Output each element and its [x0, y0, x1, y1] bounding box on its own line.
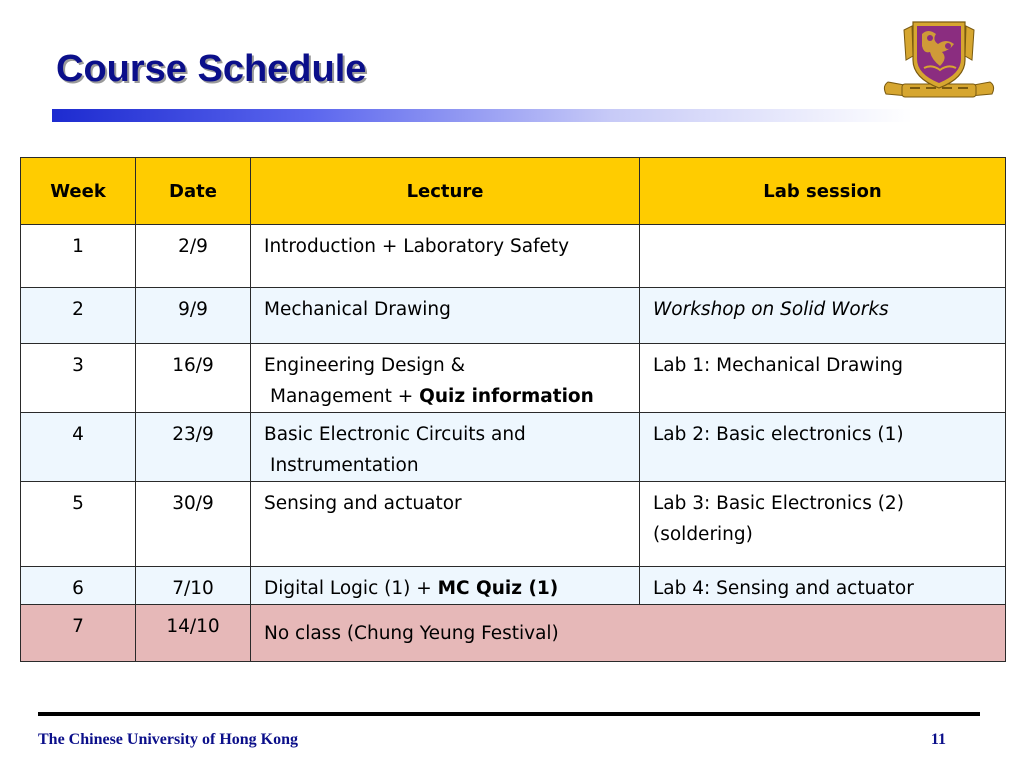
date-cell: 23/9 [136, 413, 251, 482]
table-header-row [21, 158, 1006, 225]
lab-cell [640, 288, 1006, 344]
week-cell: 3 [21, 344, 136, 413]
title-underline [52, 109, 912, 122]
lecture-line-1: Basic Electronic Circuits and [264, 424, 526, 445]
footer-institution: The Chinese University of Hong Kong [38, 731, 299, 748]
week-cell: 4 [21, 413, 136, 482]
lab-text: Workshop on Solid Works [653, 299, 889, 320]
date-cell: 9/9 [136, 288, 251, 344]
lecture-text: Digital Logic (1) + [264, 578, 438, 599]
no-class-cell: No class (Chung Yeung Festival) [251, 605, 1006, 662]
header-lecture: Lecture [251, 158, 640, 225]
table-row [21, 225, 1006, 288]
table-row [21, 567, 1006, 605]
lecture-cell: Introduction + Laboratory Safety [251, 225, 640, 288]
table-row [21, 413, 1006, 482]
table-row [21, 605, 1006, 662]
table-row [21, 288, 1006, 344]
lecture-bold-text: MC Quiz (1) [437, 578, 559, 599]
slide-title: Course Schedule [56, 48, 367, 90]
date-cell: 2/9 [136, 225, 251, 288]
lab-line-1: Lab 3: Basic Electronics (2) [653, 493, 904, 514]
lecture-cell [251, 567, 640, 605]
course-schedule-table [20, 157, 1006, 662]
week-cell: 2 [21, 288, 136, 344]
lecture-line-2: Instrumentation [270, 455, 419, 476]
lecture-line-1: Engineering Design & [264, 355, 466, 376]
lecture-cell [251, 344, 640, 413]
week-cell: 5 [21, 482, 136, 567]
lecture-cell: Sensing and actuator [251, 482, 640, 567]
week-cell: 7 [21, 605, 136, 662]
footer-divider [38, 712, 980, 716]
header-week: Week [21, 158, 136, 225]
lab-cell [640, 225, 1006, 288]
lecture-cell: Mechanical Drawing [251, 288, 640, 344]
date-cell: 14/10 [136, 605, 251, 662]
date-cell: 7/10 [136, 567, 251, 605]
lecture-bold-text: Quiz information [419, 386, 594, 407]
lecture-line-2: Management + [270, 386, 420, 407]
lab-cell: Lab 4: Sensing and actuator [640, 567, 1006, 605]
header-lab-session: Lab session [640, 158, 1006, 225]
university-crest-icon [880, 16, 998, 102]
lab-cell [640, 482, 1006, 567]
page-number: 11 [930, 731, 946, 748]
table-row [21, 482, 1006, 567]
week-cell: 6 [21, 567, 136, 605]
lab-cell: Lab 2: Basic electronics (1) [640, 413, 1006, 482]
table-row [21, 344, 1006, 413]
date-cell: 16/9 [136, 344, 251, 413]
week-cell: 1 [21, 225, 136, 288]
header-date: Date [136, 158, 251, 225]
lab-line-2: (soldering) [653, 524, 753, 545]
date-cell: 30/9 [136, 482, 251, 567]
lecture-cell [251, 413, 640, 482]
lab-cell: Lab 1: Mechanical Drawing [640, 344, 1006, 413]
